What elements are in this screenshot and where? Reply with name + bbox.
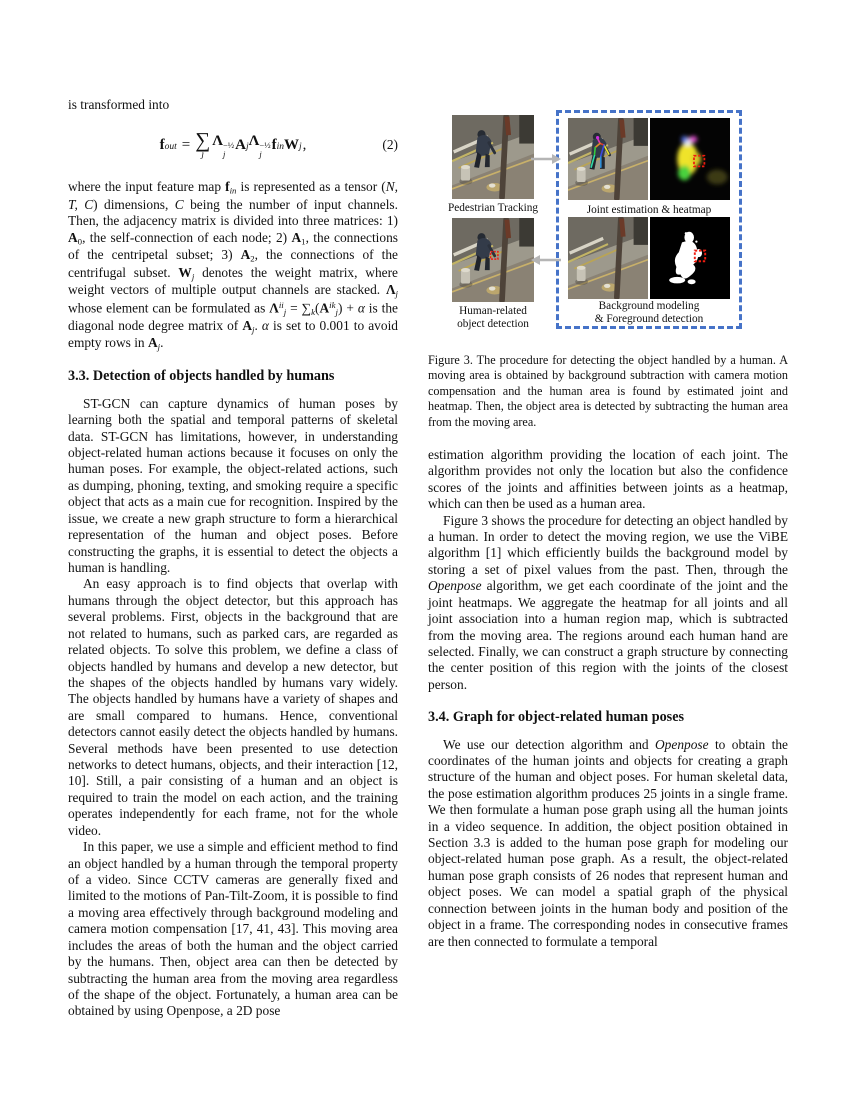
eq-summation: ∑ j bbox=[195, 128, 211, 161]
label-joint-estimation: Joint estimation & heatmap bbox=[586, 204, 712, 216]
paragraph-in-this-paper: In this paper, we use a simple and efficient method to find an object handled by a human through the temporal property of a video. Since CCTV cameras are generally fixed and limited to the motions of Pan-Tilt-Zoom, it is possible to find a moving area effectively through background modeling and camera motion compensation [17, 41, 43]. This moving area includes the areas of both the human and the object carried by the humans. Then, object area can then be detected by subtracting the human area from the moving area regardless of the shape of the object. Fortunately, a human area can be obtained by using Openpose, a 2D pose bbox=[68, 839, 398, 1019]
label-background-modeling: Background modeling & Foreground detection bbox=[594, 300, 704, 325]
background-model-photo bbox=[568, 217, 648, 299]
figure-3 bbox=[428, 110, 788, 340]
section-heading-3-4: 3.4. Graph for object-related human poses bbox=[428, 709, 685, 726]
joint-estimation-photo bbox=[568, 118, 648, 200]
caption-body-gap bbox=[428, 430, 788, 447]
pedestrian-tracking-photo bbox=[452, 115, 534, 199]
eq-term-fin: fin bbox=[271, 137, 284, 154]
paragraph-estimation: estimation algorithm providing the location of each joint. The algorithm provides not only the location but also the confidence scores of the joints and affinities between joints as a heatmap, which can then be used as a human area. bbox=[428, 446, 788, 512]
eq-term-lambda2: Λ −½ j bbox=[248, 133, 271, 159]
heatmap-image bbox=[650, 118, 730, 200]
arrow-right-icon bbox=[531, 151, 561, 167]
right-column bbox=[428, 110, 788, 950]
section-heading-3-3: 3.3. Detection of objects handled by humans bbox=[68, 368, 335, 385]
eq-term-lambda1: Λ −½ j bbox=[212, 133, 235, 159]
eq-term-A: Aj bbox=[235, 137, 249, 154]
equation-number: (2) bbox=[382, 137, 398, 153]
label-pedestrian-tracking: Pedestrian Tracking bbox=[447, 202, 539, 214]
paragraph-figure3-procedure: Figure 3 shows the procedure for detecting an object handled by a human. In order to detect the moving region, we use the ViBE algorithm [1] which efficiently builds the background model by storing a set of pixel values from the past. Then, through the Openpose algorithm, we get each coordinate of the joint and the joint heatmaps. We aggregate the heatmap for all joints and all joint association into a human region map, which is subtracted from the moving area. The regions around each human hand are selected. Finally, we can construct a graph structure by connecting the center position of this region with the joints of the closest person. bbox=[428, 512, 788, 692]
intro-line: is transformed into bbox=[68, 97, 170, 112]
eq-term-W: Wj bbox=[283, 137, 302, 154]
equation-body: fout = ∑ j Λ −½ j Aj Λ −½ j fin Wj , bbox=[159, 128, 307, 161]
paragraph-easy-approach: An easy approach is to find objects that overlap with humans through the object detector, but this approach has several problems. First, objects in the background that are not related to humans, such as parked cars, are regarded as related objects. To solve this problem, we define a class of objects handled by humans and develop a new detector, but the shapes of the objects handled by humans vary widely. The objects handled by humans have a variety of shapes and are small compared to humans. Hence, conventional detectors cannot easily detect the objects handled by humans. Several methods have been presented to use detection networks to detect humans, objects, and their interaction [12, 10]. Still, a pair consisting of a human and an object is required to train the model on each action, and the training operates independently for each frame, not for the whole video. bbox=[68, 576, 398, 838]
label-human-related-object-detection: Human-related object detection bbox=[457, 305, 529, 330]
arrow-left-icon bbox=[531, 252, 561, 268]
paragraph-graph-poses: We use our detection algorithm and Openpose to obtain the coordinates of the human joints and objects for creating a graph structure of the human and object poses. For human skeletal data, the pose estimation algorithm produces 25 joints in a single frame. We then formulate a human pose graph using all the human joints in a video sequence. In addition, the object position obtained in Section 3.3 is added to the human pose graph for modeling our object-related human pose graph. As a result, the object-related human pose graph consists of 26 nodes that represent human and object poses. We can model a spatial graph of the physical connection between joints in the human body and position of the object in a frame. The corresponding nodes in consecutive frames are then connected to formulate a temporal bbox=[428, 736, 788, 949]
figure-caption: Figure 3. The procedure for detecting the object handled by a human. A moving area is obtained by background subtraction with camera motion compensation and the human area is found by estimated joint and heatmap. Then, the object area is detected by subtracting the human area from the moving area. bbox=[428, 353, 788, 429]
foreground-mask-image bbox=[650, 217, 730, 299]
paragraph-stgcn: ST-GCN can capture dynamics of human poses by learning both the spatial and temporal patterns of skeletal data. ST-GCN has limitations, however, in understanding object-related human actions because it focuses on only the human poses. For example, the object-related actions, such as dumping, phoning, texting, and smoking require a specific object that acts as a main cue for recognition. Inspired by the issue, we create a new graph structure to form a hierarchical representation of the human and object poses. Before constructing the graphs, it is essential to detect the objects a human is handling. bbox=[68, 395, 398, 575]
eq-term-fout: fout bbox=[159, 137, 177, 154]
eq-equals: = bbox=[181, 137, 191, 154]
paragraph-where-input: where the input feature map fin is represented as a tensor (N, T, C) dimensions, C being the number of input channels. Then, the adjacency matrix is divided into three matrices: 1) A0, the self-connection of each node; 2) A1, the connections of the centripetal subset; 3) A2, the connections of the centrifugal subset. Wj denotes the weight matrix, where weight vectors of multiple output channels are stacked. Λj whose element can be formulated as $\Lambda^{ii}j = \sum k(A^{ik}j) + \alpha$ is the diagonal node degree matrix of Aj. α is set to 0.001 to avoid empty rows in Aj. bbox=[68, 179, 399, 352]
left-column bbox=[68, 97, 398, 1020]
equation-2 bbox=[68, 123, 398, 167]
human-related-object-detection-photo bbox=[452, 218, 534, 302]
